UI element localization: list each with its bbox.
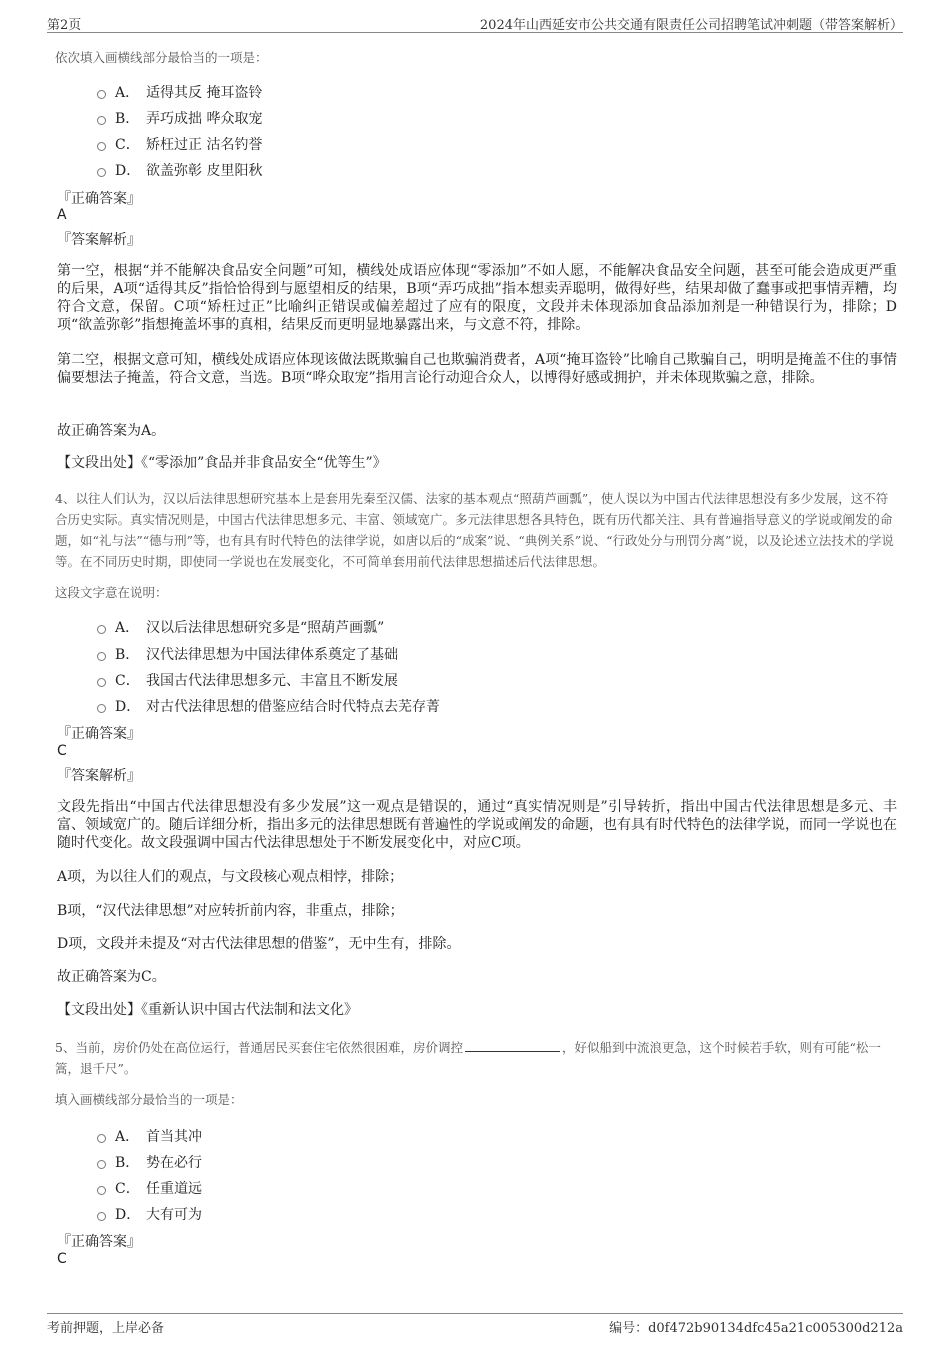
q5-answer-label: 『正确答案』: [57, 1234, 141, 1250]
q3-analysis-p2: 第二空，根据文意可知，横线处成语应体现该做法既欺骗自己也欺骗消费者，A项“掩耳盗铃”比喻自己欺骗自己，明明是掩盖不住的事情偏要想法子掩盖，符合文意，当选。B项“哗众取宠”指用言论行动迎合众人，以博得好感或拥护，并未体现欺骗之意，排除。: [57, 352, 897, 386]
q3-option-d[interactable]: D． 欲盖弥彰 皮里阳秋: [97, 160, 262, 180]
q5-text: 5、当前，房价仍处在高位运行，普通居民买套住宅依然很困难，房价调控 ，好似船到中流浪更急，这个时候若手软，则有可能“松一篙，退千尺”。: [55, 1040, 881, 1076]
page-header: [47, 12, 903, 33]
q5-option-b[interactable]: B． 势在必行: [97, 1152, 202, 1172]
q3-option-a[interactable]: A． 适得其反 掩耳盗铃: [97, 82, 262, 102]
q4-answer-label: 『正确答案』: [57, 726, 141, 742]
page-footer: [47, 1313, 903, 1334]
q4-option-b[interactable]: B． 汉代法律思想为中国法律体系奠定了基础: [97, 644, 398, 664]
radio-icon[interactable]: [97, 1186, 106, 1195]
footer-slogan: 考前押题，上岸必备: [47, 1321, 165, 1336]
document-title: 2024年山西延安市公共交通有限责任公司招聘笔试冲刺题（带答案解析）: [479, 18, 903, 33]
fill-blank: [465, 1039, 560, 1052]
q5-prompt: 填入画横线部分最恰当的一项是：: [55, 1092, 243, 1107]
radio-icon[interactable]: [97, 625, 106, 634]
radio-icon[interactable]: [97, 1160, 106, 1169]
radio-icon[interactable]: [97, 168, 106, 177]
q5-answer: C: [57, 1251, 67, 1267]
q3-conclusion: 故正确答案为A。: [57, 423, 166, 439]
q5-option-c[interactable]: C． 任重道远: [97, 1178, 202, 1198]
q4-conclusion: 故正确答案为C。: [57, 969, 166, 985]
q3-analysis-p1: 第一空，根据“并不能解决食品安全问题”可知，横线处成语应体现“零添加”不如人愿，不能解决食品安全问题，甚至可能会造成更严重的后果，A项“适得其反”指恰恰得到与愿望相反的结果，B项“弄巧成拙”指本想卖弄聪明，做得好些，结果却做了蠢事或把事情弄糟，均符合文意，保留。C项“矫枉过正”比喻纠正错误或偏差超过了应有的限度，文段并未体现添加食品添加剂是一种错误行为，排除；D项“欲盖弥彰”指想掩盖坏事的真相，结果反而更明显地暴露出来，与文意不符，排除。: [57, 263, 897, 333]
q3-answer: A: [57, 207, 67, 223]
q4-analysis-label: 『答案解析』: [57, 768, 141, 784]
q3-option-b[interactable]: B． 弄巧成拙 哗众取宠: [97, 108, 262, 128]
radio-icon[interactable]: [97, 1212, 106, 1221]
radio-icon[interactable]: [97, 90, 106, 99]
q4-option-a[interactable]: A． 汉以后法律思想研究多是“照葫芦画瓢”: [97, 617, 384, 637]
radio-icon[interactable]: [97, 678, 106, 687]
q5-option-d[interactable]: D． 大有可为: [97, 1204, 202, 1224]
page-number: 第2页: [47, 18, 82, 33]
radio-icon[interactable]: [97, 116, 106, 125]
q4-source: 【文段出处】《重新认识中国古代法制和法文化》: [57, 1002, 358, 1018]
q3-prompt: 依次填入画横线部分最恰当的一项是：: [55, 50, 268, 65]
radio-icon[interactable]: [97, 652, 106, 661]
radio-icon[interactable]: [97, 704, 106, 713]
q3-answer-label: 『正确答案』: [57, 191, 141, 207]
radio-icon[interactable]: [97, 1134, 106, 1143]
q4-option-d[interactable]: D． 对古代法律思想的借鉴应结合时代特点去芜存菁: [97, 696, 440, 716]
q4-text: 4、以往人们认为，汉以后法律思想研究基本上是套用先秦至汉儒、法家的基本观点“照葫芦画瓢”，使人误以为中国古代法律思想没有多少发展，这不符合历史实际。真实情况则是，中国古代法律思想多元、丰富、领域宽广。多元法律思想各具特色，既有历代都关注、具有普遍指导意义的学说或阐发的命题，如“礼与法”“德与刑”等，也有具有时代特色的法律学说，如唐以后的“成案”说、“典例关系”说、“行政处分与刑罚分离”说，以及论述立法技术的学说等。在不同历史时期，即使同一学说也在发展变化，不可简单套用前代法律思想描述后代法律思想。: [55, 491, 894, 569]
q3-option-c[interactable]: C． 矫枉过正 沽名钓誉: [97, 134, 262, 154]
q4-option-c[interactable]: C． 我国古代法律思想多元、丰富且不断发展: [97, 670, 398, 690]
q3-source: 【文段出处】《“零添加”食品并非食品安全“优等生”》: [57, 455, 387, 471]
q3-analysis-label: 『答案解析』: [57, 232, 141, 248]
q4-prompt: 这段文字意在说明：: [55, 585, 168, 600]
radio-icon[interactable]: [97, 142, 106, 151]
q4-analysis-a: A项，为以往人们的观点，与文段核心观点相悖，排除；: [57, 869, 404, 885]
q5-option-a[interactable]: A． 首当其冲: [97, 1126, 202, 1146]
q4-answer: C: [57, 743, 67, 759]
document-id: 编号：d0f472b90134dfc45a21c005300d212a: [609, 1321, 903, 1336]
q4-analysis-b: B项，“汉代法律思想”对应转折前内容，非重点，排除；: [57, 903, 404, 919]
q4-analysis-d: D项，文段并未提及“对古代法律思想的借鉴”，无中生有，排除。: [57, 936, 461, 952]
q4-analysis-p1: 文段先指出“中国古代法律思想没有多少发展”这一观点是错误的，通过“真实情况则是”引导转折，指出中国古代法律思想是多元、丰富、领域宽广的。随后详细分析，指出多元的法律思想既有普遍性的学说或阐发的命题，也有具有时代特色的法律学说，而同一学说也在随时代变化。故文段强调中国古代法律思想处于不断发展变化中，对应C项。: [57, 799, 897, 851]
